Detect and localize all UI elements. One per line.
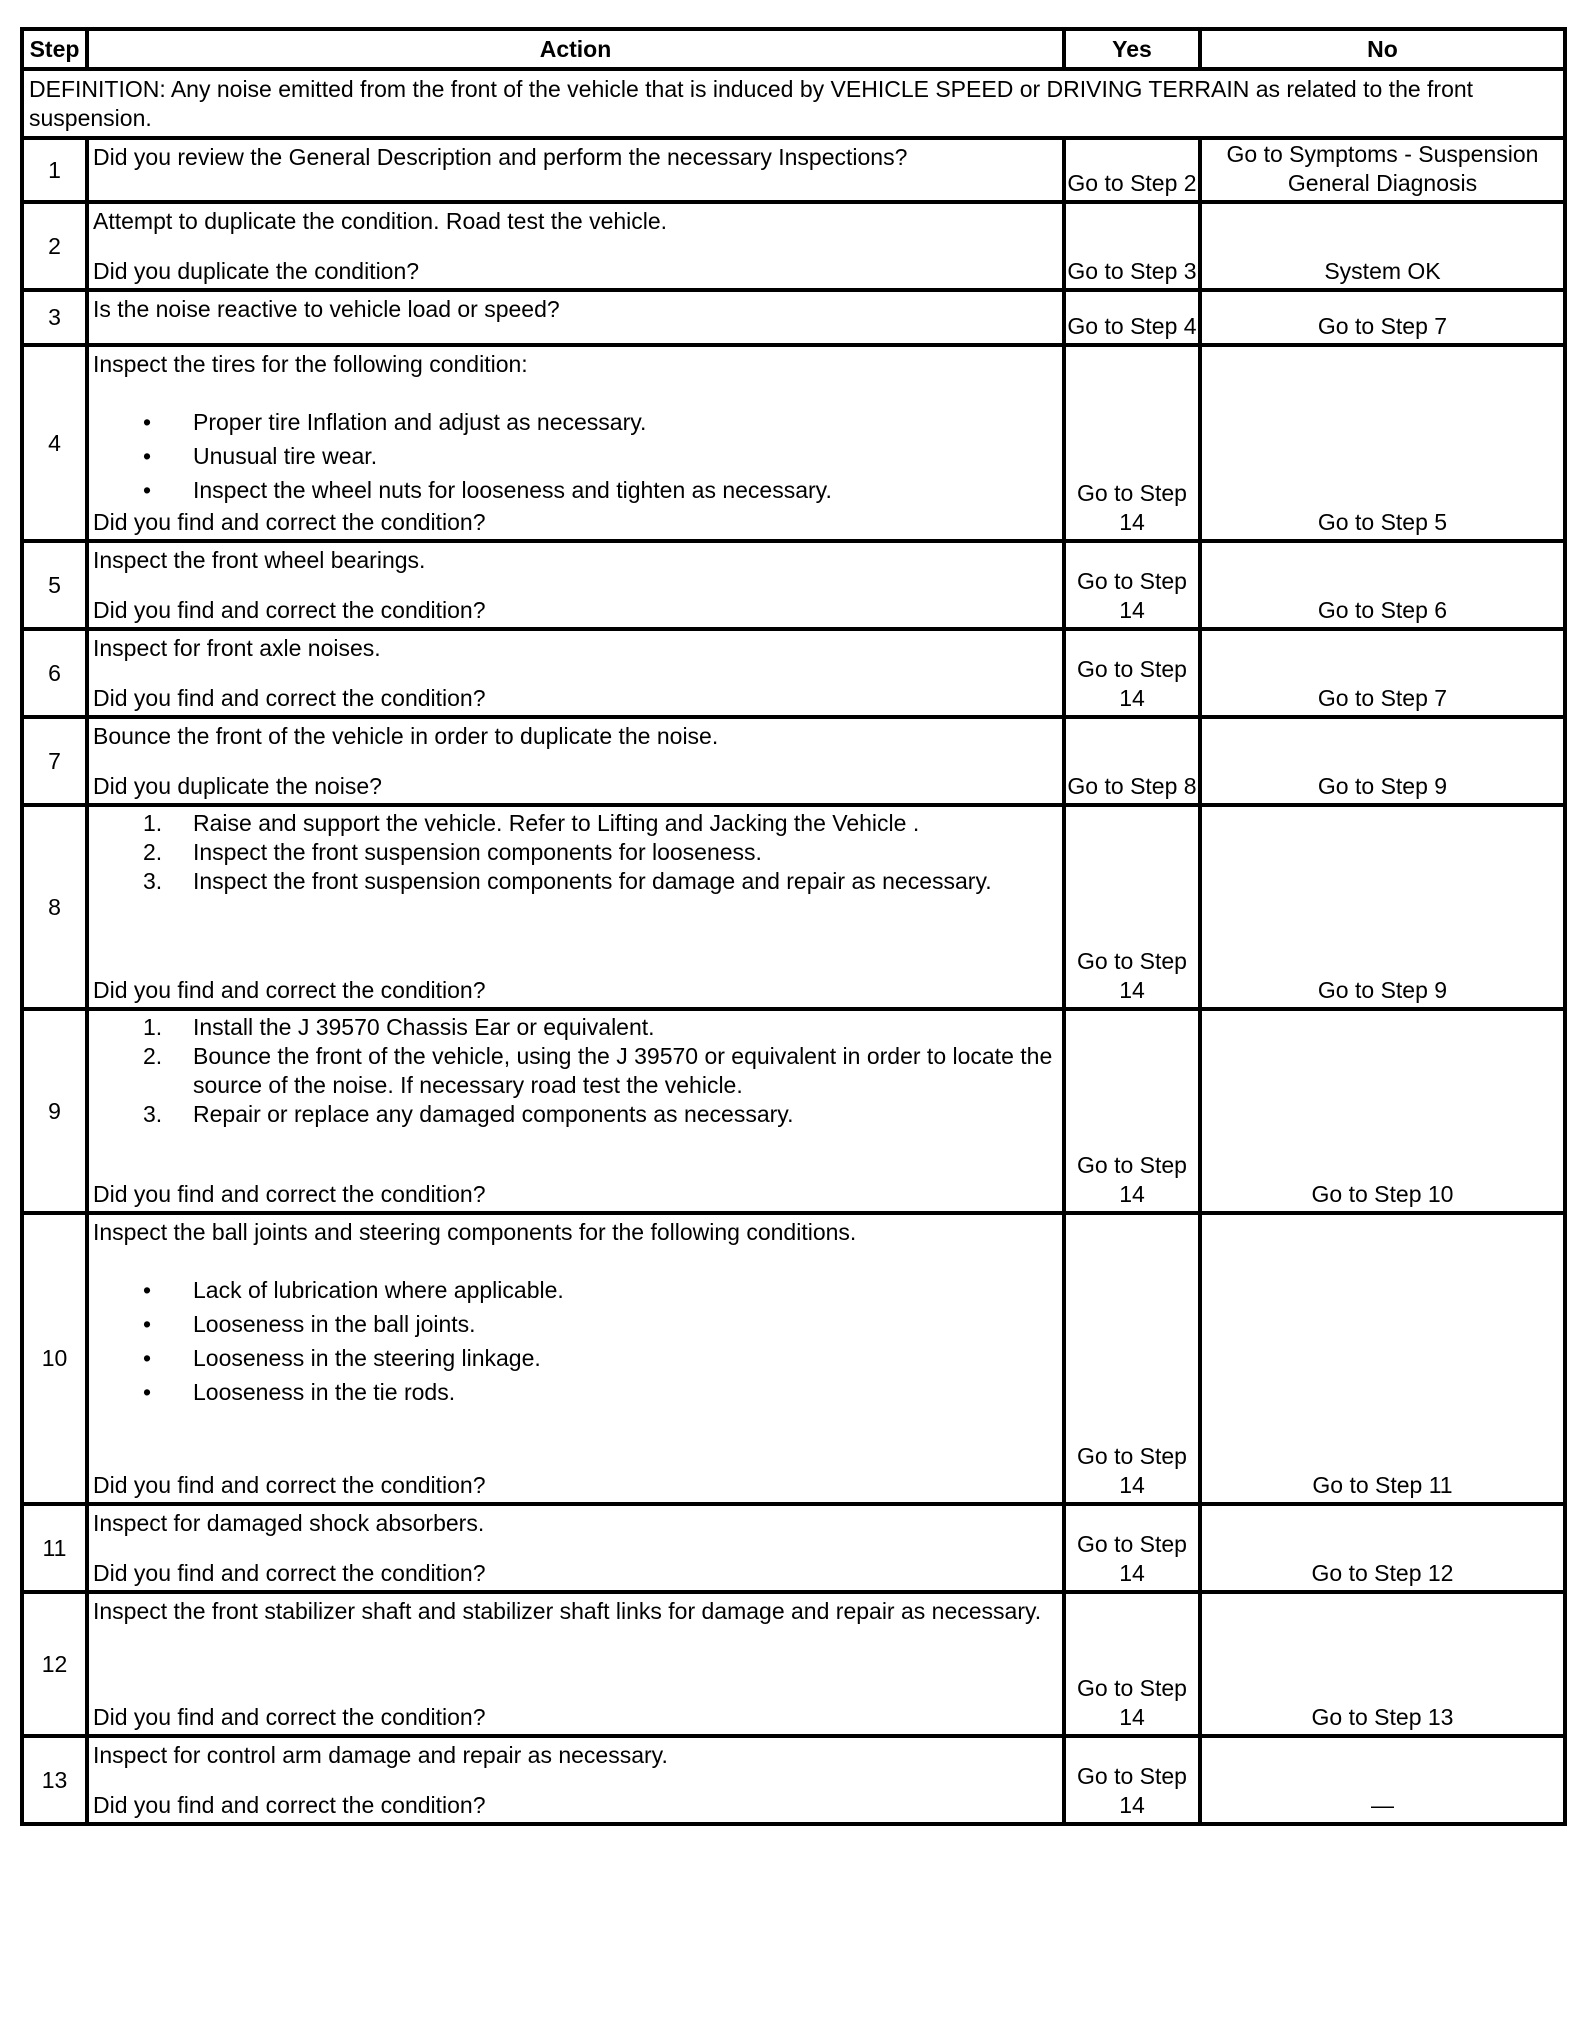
yes-cell: Go to Step 14	[1064, 345, 1200, 541]
no-cell: Go to Step 9	[1200, 805, 1565, 1009]
action-cell	[87, 202, 1064, 290]
action-text: Inspect the ball joints and steering components for the following conditions.	[93, 1219, 857, 1245]
step-number: 5	[22, 541, 87, 629]
list-item: • Looseness in the ball joints.	[143, 1311, 476, 1337]
action-text: Inspect for front axle noises.	[93, 635, 381, 661]
action-cell	[87, 717, 1064, 805]
yes-cell: Go to Step 3	[1064, 202, 1200, 290]
table-row	[22, 138, 1565, 202]
numbered-list	[93, 1013, 1056, 1129]
no-cell: Go to Symptoms - Suspension General Diagnosis	[1200, 138, 1565, 202]
table-row	[22, 629, 1565, 717]
header-row	[22, 29, 1565, 69]
list-item: 2. Bounce the front of the vehicle, using the J 39570 or equivalent in order to locate the source of the noise. If necessary road test the vehicle.	[143, 1043, 1053, 1098]
action-text: Attempt to duplicate the condition. Road test the vehicle.	[93, 208, 668, 234]
diagnostic-table	[20, 27, 1567, 1826]
no-cell: Go to Step 12	[1200, 1504, 1565, 1592]
yes-cell: Go to Step 8	[1064, 717, 1200, 805]
yes-cell: Go to Step 14	[1064, 541, 1200, 629]
question-text: Did you duplicate the condition?	[93, 258, 420, 284]
question-text: Did you find and correct the condition?	[93, 685, 486, 711]
list-item: • Looseness in the steering linkage.	[143, 1345, 541, 1371]
step-number: 13	[22, 1736, 87, 1824]
action-text: Inspect the front stabilizer shaft and stabilizer shaft links for damage and repair as necessary.	[93, 1598, 1042, 1624]
table-row	[22, 1213, 1565, 1504]
action-cell	[87, 138, 1064, 202]
no-cell: Go to Step 6	[1200, 541, 1565, 629]
definition-row	[22, 69, 1565, 138]
header-action: Action	[87, 29, 1064, 69]
table-row	[22, 1009, 1565, 1213]
table-row	[22, 1736, 1565, 1824]
action-text: Inspect the front wheel bearings.	[93, 547, 426, 573]
yes-cell: Go to Step 2	[1064, 138, 1200, 202]
step-number: 8	[22, 805, 87, 1009]
header-no: No	[1200, 29, 1565, 69]
table-row	[22, 345, 1565, 541]
yes-cell: Go to Step 14	[1064, 629, 1200, 717]
question-text: Did you find and correct the condition?	[93, 1181, 486, 1207]
definition-text: DEFINITION: Any noise emitted from the front of the vehicle that is induced by VEHICLE SPEED or DRIVING TERRAIN as related to the front suspension.	[22, 69, 1565, 138]
bullet-list	[93, 1276, 1056, 1407]
no-cell: Go to Step 10	[1200, 1009, 1565, 1213]
table-row	[22, 805, 1565, 1009]
no-cell: Go to Step 9	[1200, 717, 1565, 805]
list-item: 1. Raise and support the vehicle. Refer to Lifting and Jacking the Vehicle .	[143, 810, 920, 836]
step-number: 11	[22, 1504, 87, 1592]
list-item: • Inspect the wheel nuts for looseness and tighten as necessary.	[143, 477, 832, 503]
yes-cell: Go to Step 14	[1064, 805, 1200, 1009]
question-text: Did you find and correct the condition?	[93, 597, 486, 623]
action-cell	[87, 629, 1064, 717]
question-text: Did you find and correct the condition?	[93, 1472, 486, 1498]
table-row	[22, 1592, 1565, 1736]
yes-cell: Go to Step 4	[1064, 290, 1200, 345]
list-item: 2. Inspect the front suspension components for looseness.	[143, 839, 762, 865]
diagnostic-table-sheet	[20, 27, 1563, 1826]
question-text: Did you find and correct the condition?	[93, 1704, 486, 1730]
header-yes: Yes	[1064, 29, 1200, 69]
no-cell: Go to Step 5	[1200, 345, 1565, 541]
action-cell	[87, 1213, 1064, 1504]
action-text: Inspect for control arm damage and repair as necessary.	[93, 1742, 668, 1768]
list-item: 1. Install the J 39570 Chassis Ear or equivalent.	[143, 1014, 655, 1040]
no-cell: Go to Step 13	[1200, 1592, 1565, 1736]
action-text: Is the noise reactive to vehicle load or speed?	[93, 296, 560, 322]
step-number: 1	[22, 138, 87, 202]
action-cell	[87, 805, 1064, 1009]
action-text: Inspect for damaged shock absorbers.	[93, 1510, 485, 1536]
question-text: Did you duplicate the noise?	[93, 773, 382, 799]
yes-cell: Go to Step 14	[1064, 1504, 1200, 1592]
list-item: • Looseness in the tie rods.	[143, 1379, 456, 1405]
step-number: 7	[22, 717, 87, 805]
yes-cell: Go to Step 14	[1064, 1213, 1200, 1504]
action-text: Did you review the General Description and perform the necessary Inspections?	[93, 144, 908, 170]
no-cell: Go to Step 7	[1200, 629, 1565, 717]
question-text: Did you find and correct the condition?	[93, 1560, 486, 1586]
action-cell	[87, 1504, 1064, 1592]
table-row	[22, 1504, 1565, 1592]
table-row	[22, 717, 1565, 805]
list-item: 3. Repair or replace any damaged components as necessary.	[143, 1101, 794, 1127]
table-row	[22, 290, 1565, 345]
action-cell	[87, 1736, 1064, 1824]
step-number: 10	[22, 1213, 87, 1504]
question-text: Did you find and correct the condition?	[93, 509, 486, 535]
step-number: 2	[22, 202, 87, 290]
list-item: • Unusual tire wear.	[143, 443, 378, 469]
list-item: • Proper tire Inflation and adjust as necessary.	[143, 409, 647, 435]
action-cell	[87, 541, 1064, 629]
action-cell	[87, 1009, 1064, 1213]
no-cell: —	[1200, 1736, 1565, 1824]
action-text: Inspect the tires for the following condition:	[93, 351, 528, 377]
action-cell	[87, 290, 1064, 345]
no-cell: System OK	[1200, 202, 1565, 290]
yes-cell: Go to Step 14	[1064, 1592, 1200, 1736]
step-number: 4	[22, 345, 87, 541]
action-text: Bounce the front of the vehicle in order to duplicate the noise.	[93, 723, 719, 749]
list-item: • Lack of lubrication where applicable.	[143, 1277, 564, 1303]
bullet-list	[93, 408, 1056, 505]
yes-cell: Go to Step 14	[1064, 1736, 1200, 1824]
header-step: Step	[22, 29, 87, 69]
list-item: 3. Inspect the front suspension components for damage and repair as necessary.	[143, 868, 992, 894]
action-cell	[87, 345, 1064, 541]
action-cell	[87, 1592, 1064, 1736]
question-text: Did you find and correct the condition?	[93, 1792, 486, 1818]
no-cell: Go to Step 7	[1200, 290, 1565, 345]
table-row	[22, 202, 1565, 290]
question-text: Did you find and correct the condition?	[93, 977, 486, 1003]
step-number: 3	[22, 290, 87, 345]
step-number: 9	[22, 1009, 87, 1213]
step-number: 12	[22, 1592, 87, 1736]
step-number: 6	[22, 629, 87, 717]
yes-cell: Go to Step 14	[1064, 1009, 1200, 1213]
table-row	[22, 541, 1565, 629]
numbered-list	[93, 809, 1056, 896]
no-cell: Go to Step 11	[1200, 1213, 1565, 1504]
